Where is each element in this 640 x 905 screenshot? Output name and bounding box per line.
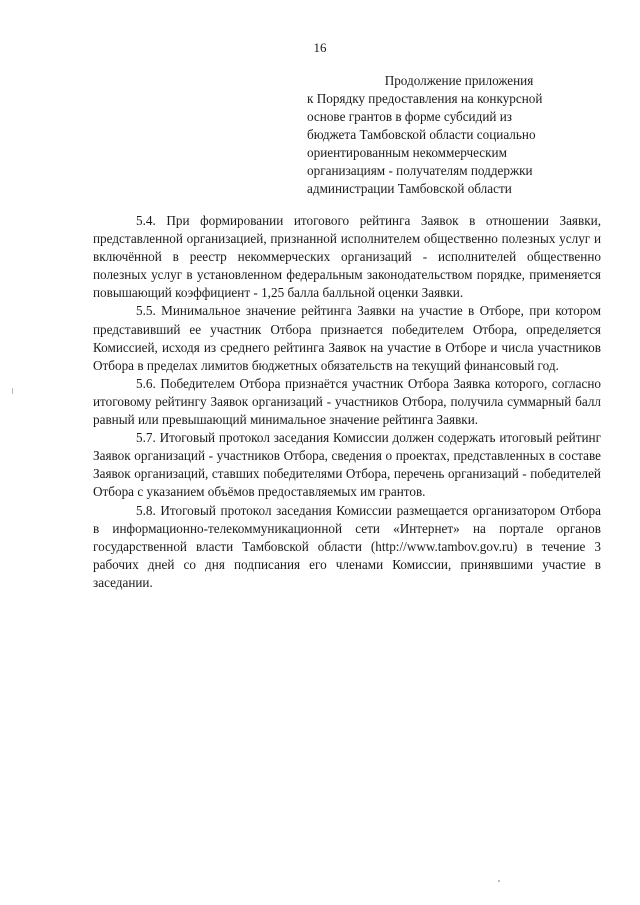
- paragraph-5-5: 5.5. Минимальное значение рейтинга Заявки на участие в Отборе, при котором представивший ее участник Отбора признается победителем Отбора, определяется Комиссией, исходя из среднего рейтинга Заявок на участие в Отборе и числа участников Отбора в пределах лимитов бюджетных обязательств на текущий финансовый год.: [93, 303, 601, 373]
- appendix-line: к Порядку предоставления на конкурсной: [307, 91, 543, 106]
- paragraph-5-8: 5.8. Итоговый протокол заседания Комиссии размещается организатором Отбора в информационно-телекоммуникационной сети «Интернет» на портале органов государственной власти Тамбовской области (http://www.tambov.gov.ru) в течение 3 рабочих дней со дня подписания его членами Комиссии, принявшими участие в заседании.: [93, 502, 601, 590]
- paragraph-5-4: 5.4. При формировании итогового рейтинга Заявок в отношении Заявки, представленной организацией, признанной исполнителем общественно полезных услуг и включённой в реестр некоммерческих организаций - исполнителей общественно полезных услуг в установленном федеральным законодательством порядке, применяется повышающий коэффициент - 1,25 балла балльной оценки Заявки.: [93, 213, 601, 301]
- paragraph-5-6: 5.6. Победителем Отбора признаётся участник Отбора Заявка которого, согласно итоговому рейтингу Заявок организаций - участников Отбора, получила суммарный балл равный или превышающий минимальное значение рейтинга Заявки.: [93, 375, 601, 428]
- appendix-line: ориентированным некоммерческим: [307, 145, 507, 160]
- appendix-line: бюджета Тамбовской области социально: [307, 127, 536, 142]
- paragraph-5-7: 5.7. Итоговый протокол заседания Комиссии должен содержать итоговый рейтинг Заявок организаций - участников Отбора, сведения о проектах, представленных в составе Заявок организаций, ставших победителями Отбора, перечень организаций - победителей Отбора с указанием объёмов предоставляемых им грантов.: [93, 430, 601, 500]
- appendix-line: организациям - получателям поддержки: [307, 163, 533, 178]
- scan-margin-mark: [12, 388, 13, 394]
- document-body: [93, 212, 601, 592]
- appendix-line: основе грантов в форме субсидий из: [307, 109, 513, 124]
- appendix-line: администрации Тамбовской области: [307, 181, 512, 196]
- appendix-title: Продолжение приложения: [384, 73, 534, 88]
- page-number: 16: [313, 40, 327, 55]
- scan-dot-mark: [498, 880, 500, 882]
- appendix-reference: [307, 72, 599, 198]
